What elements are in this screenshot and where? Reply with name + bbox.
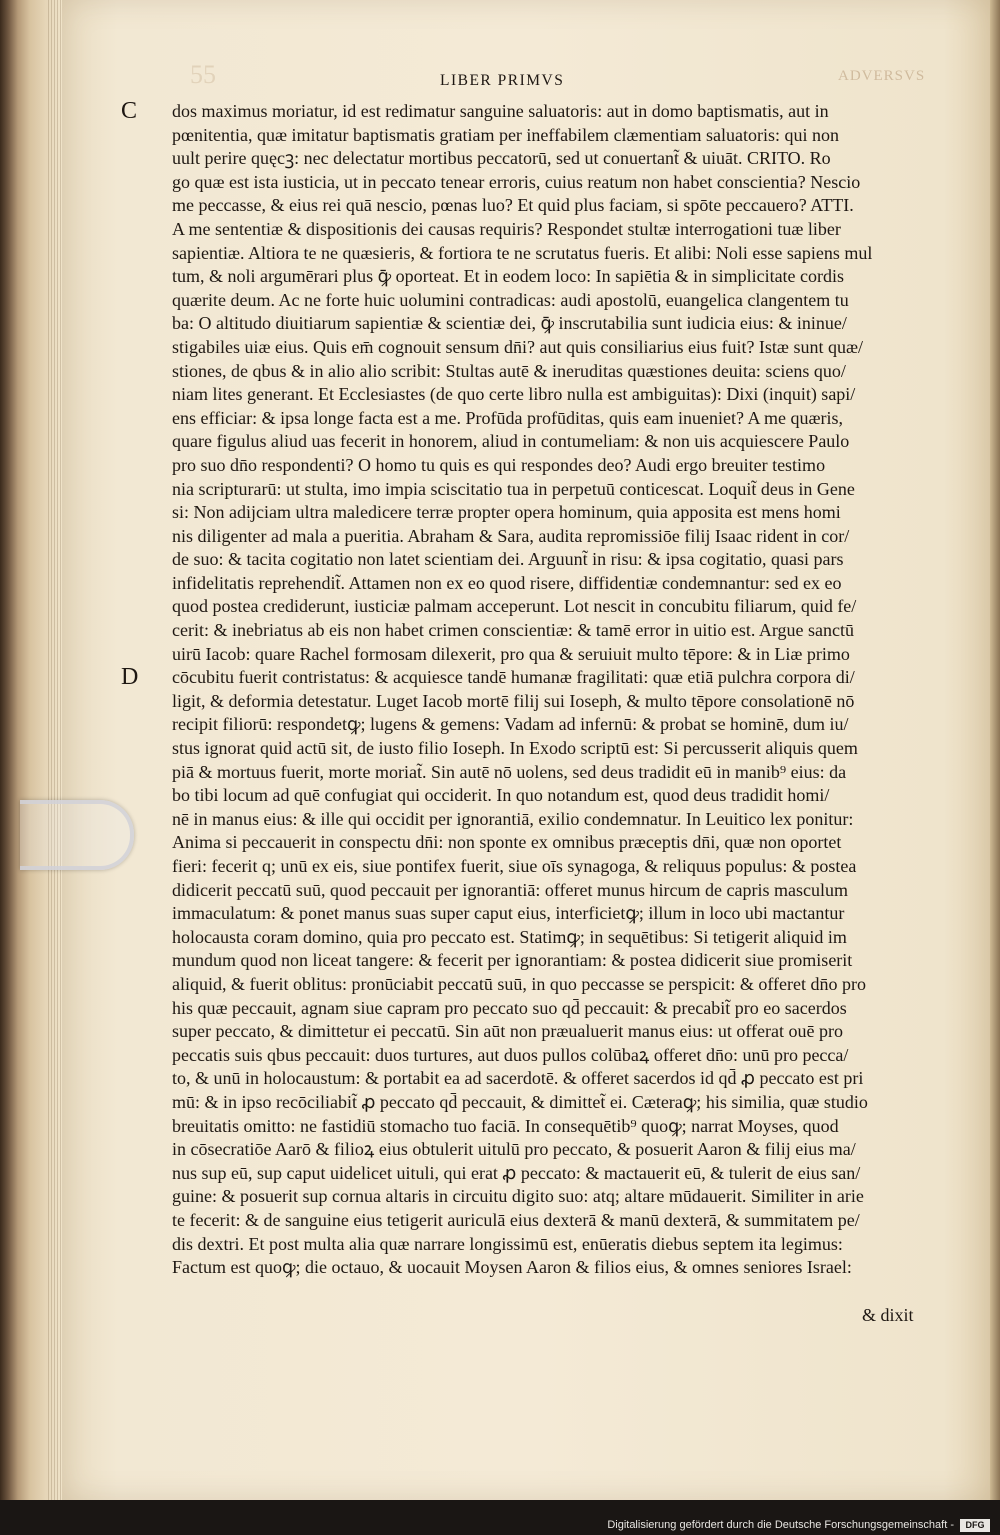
- text-line: fieri: fecerit q; unū ex eis, siue pontifex fuerit, siue oīs synagoga, & reliquus populus: & postea: [172, 856, 857, 876]
- text-line: niam lites generant. Et Ecclesiastes (de quo certe libro nulla est ambiguitas): Dixi (inquit) sapi/: [172, 384, 856, 405]
- text-line: pœnitentia, quæ imitatur baptismatis gratiam per ineffabilem clæmentiam saluatoris: qui non: [172, 124, 840, 145]
- text-line: mundum quod non liceat tangere: & fecerit per ignorantiam: & postea didicerit siue promiserit: [172, 950, 853, 971]
- text-block: [172, 100, 934, 1280]
- text-line: quare figulus aliud uas fecerit in honorem, aliud in contumeliam: & non uis acquiescere Paulo: [172, 431, 850, 452]
- text-line: his quæ peccauit, agnam siue capram pro peccato suo qd̄ peccauit: & precabit̃ pro eo sacerdos: [172, 997, 847, 1018]
- text-line: me peccasse, & eius rei quā nescio, pœnas luo? Et quid plus faciam, si spōte peccauero? ATTI.: [172, 195, 854, 216]
- catchword: & dixit: [862, 1305, 914, 1325]
- text-line: quærite deum. Ac ne forte huic uolumini contradicas: audi apostolū, euangelica clangentem tu: [172, 289, 849, 310]
- text-line: pro suo dn̄o respondenti? O homo tu quis es qui respondes deo? Audi ergo breuiter testimo: [172, 454, 826, 475]
- text-line: bo tibi locum ad quē confugiat qui occiderit. In quo notandum est, quod deus tradidit homi/: [172, 785, 830, 806]
- text-line: quod postea crediderunt, iusticiæ palmam acceperunt. Lot nescit in concubitu filiarum, quid fe/: [172, 596, 857, 617]
- text-line: super peccato, & dimittetur ei peccatū. Sin aūt non præualuerit manus eius: ut offerat ouē pro: [172, 1021, 843, 1042]
- text-line: cerit: & inebriatus ab eis non habet crimen conscientiæ: & tamē error in uitio est. Argue sanctū: [172, 620, 854, 641]
- text-line: mū: & in ipso recōciliabit̃ ꝓ peccato qd̄ peccauit, & dimittet̃ ei. Cæteraꝙ; his similia, quæ studio: [172, 1091, 868, 1112]
- text-line: recipit filiorū: respondetꝙ; lugens & gemens: Vadam ad infernū: & probat se hominē, dum iu/: [172, 714, 849, 735]
- page-right-edge: [990, 0, 1000, 1500]
- text-line: nis diligenter ad mala a pueritia. Abraham & Sara, audita repromissiōe filij Isaac rident in cor/: [172, 525, 850, 546]
- margin-section-letter: D: [121, 664, 139, 691]
- text-line: breuitatis omitto: ne fastidiū stomacho tuo faciā. In consequētib⁹ quoꝙ; narrat Moyses, quod: [172, 1115, 839, 1136]
- bleed-through-folio: 55: [190, 60, 216, 89]
- text-line: A me sententiæ & dispositionis dei causas requiris? Respondet stultæ interrogationi tuæ liber: [172, 218, 841, 239]
- text-line: piā & mortuus fuerit, morte moriat̃. Sin autē nō uolens, sed deus tradidit eū in manib⁹ eius: da: [172, 761, 847, 782]
- text-line: dis dextri. Et post multa alia quæ narrare longissimū est, enūeratis diebus septem ita legimus:: [172, 1233, 843, 1254]
- text-line: ens efficiar: & ipsa longe facta est a me. Profūda profūditas, quis eam inueniet? A me quæris,: [172, 407, 843, 428]
- text-line: stigabiles uiæ eius. Quis em̄ cognouit sensum dn̄i? aut quis consiliarius eius fuit? Istæ sunt quæ/: [172, 336, 863, 357]
- text-line: dos maximus moriatur, id est redimatur sanguine saluatoris: aut in domo baptismatis, aut in: [172, 101, 829, 121]
- dfg-logo: DFG: [960, 1519, 990, 1532]
- text-line: stiones, de qbus & in alio alio scribit: Stultas autē & ineruditas quæstiones deuita: sciens quo/: [172, 360, 846, 381]
- text-line: infidelitatis reprehendit̃. Attamen non ex eo quod risere, diffidentiæ condemnantur: sed ex eo: [172, 572, 842, 593]
- footer-credit: Digitalisierung gefördert durch die Deutsche Forschungsgemeinschaft -: [607, 1519, 954, 1531]
- text-line: nus sup eū, sup caput uidelicet uituli, qui erat ꝓ peccato: & mactauerit eū, & tulerit de eius san/: [172, 1162, 861, 1183]
- text-line: go quæ est ista iusticia, ut in peccato tenear erroris, cuius reatum non habet conscientia? Nescio: [172, 171, 861, 192]
- text-line: te fecerit: & de sanguine eius tetigerit auriculā eius dexterā & manū dexterā, & summitatem pe/: [172, 1209, 860, 1230]
- running-head: LIBER PRIMVS: [440, 72, 565, 89]
- book-fore-edge: [0, 0, 62, 1500]
- text-line: tum, & noli argumērari plus ꝙ̄ oporteat. Et in eodem loco: In sapiētia & in simplicitate cordis: [172, 266, 845, 287]
- text-line: uult perire quęcꝫ: nec delectatur mortibus peccatorū, sed ut conuertant̃ & uiuāt. CRITO. Ro: [172, 148, 831, 169]
- text-line: ba: O altitudo diuitiarum sapientiæ & scientiæ dei, ꝙ̄ inscrutabilia sunt iudicia eius: & ininue/: [172, 313, 847, 334]
- text-line: uirū Iacob: quare Rachel formosam dilexerit, pro qua & seruiuit multo tēpore: & in Liæ primo: [172, 643, 850, 664]
- text-line: ligit, & deformia detestatur. Luget Iacob mortē filij sui Ioseph, & multo tēpore consolationē nō: [172, 690, 855, 711]
- bleed-through-head: ADVERSVS: [838, 68, 926, 84]
- text-line: immaculatum: & ponet manus suas super caput eius, interficietꝙ; illum in loco ubi mactantur: [172, 903, 845, 924]
- text-line: nia scripturarū: ut stulta, imo impia sciscitatio tua in perpetuū conticescat. Loquit̃ deus in Gene: [172, 478, 855, 499]
- text-line: in cōsecratiōe Aarō & filioꝝ eius obtulerit uitulū pro peccato, & posuerit Aaron & filij eius ma/: [172, 1139, 856, 1160]
- text-line: guine: & posuerit sup cornua altaris in circuitu digito suo: atq; altare mūdauerit. Similiter in arie: [172, 1186, 864, 1207]
- text-line: nē in manus eius: & ille qui occidit per ignorantiā, exilio condemnatur. In Leuitico lex ponitur:: [172, 808, 854, 829]
- text-line: si: Non adijciam ultra maledicere terræ propter opera hominum, quia apposita est mens homi: [172, 502, 841, 523]
- text-line: de suo: & tacita cogitatio non latet scientiam dei. Arguunt̃ in risu: & ipsa cogitatio, quasi pars: [172, 549, 844, 570]
- margin-section-letter: C: [121, 98, 138, 124]
- text-line: stus ignorat quid actū sit, de iusto filio Ioseph. In Exodo scriptū est: Si percusserit aliquis quem: [172, 738, 858, 759]
- text-line: Factum est quoꝙ; die octauo, & uocauit Moysen Aaron & filios eius, & omnes seniores Israel:: [172, 1257, 852, 1278]
- text-line: to, & unū in holocaustum: & portabit ea ad sacerdotē. & offeret sacerdos id qd̄ ꝓ peccato est pri: [172, 1068, 864, 1089]
- text-line: sapientiæ. Altiora te ne quæsieris, & fortiora te ne scrutatus fueris. Et alibi: Noli esse sapiens mul: [172, 242, 873, 263]
- text-line: didicerit peccatū suū, quod peccauit per ignorantiā: offeret munus hircum de capris masculum: [172, 879, 848, 900]
- text-line: cōcubitu fuerit contristatus: & acquiesce tandē humanæ fragilitati: quæ etiā pulchra corpora di/: [172, 667, 855, 688]
- page-clip: [20, 800, 134, 870]
- text-line: aliquid, & fuerit oblitus: pronūciabit peccatū suū, in quo peccasse se perspicit: & offeret dn̄o pro: [172, 973, 866, 994]
- text-line: holocausta coram domino, quia pro peccato est. Statimꝙ; in sequētibus: Si tetigerit aliquid im: [172, 926, 847, 947]
- text-line: peccatis suis qbus peccauit: duos turtures, aut duos pullos colūbaꝝ offeret dn̄o: unū pro pecca/: [172, 1044, 849, 1065]
- text-line: Anima si peccauerit in conspectu dn̄i: non sponte ex omnibus præceptis dn̄i, quæ non oportet: [172, 832, 842, 853]
